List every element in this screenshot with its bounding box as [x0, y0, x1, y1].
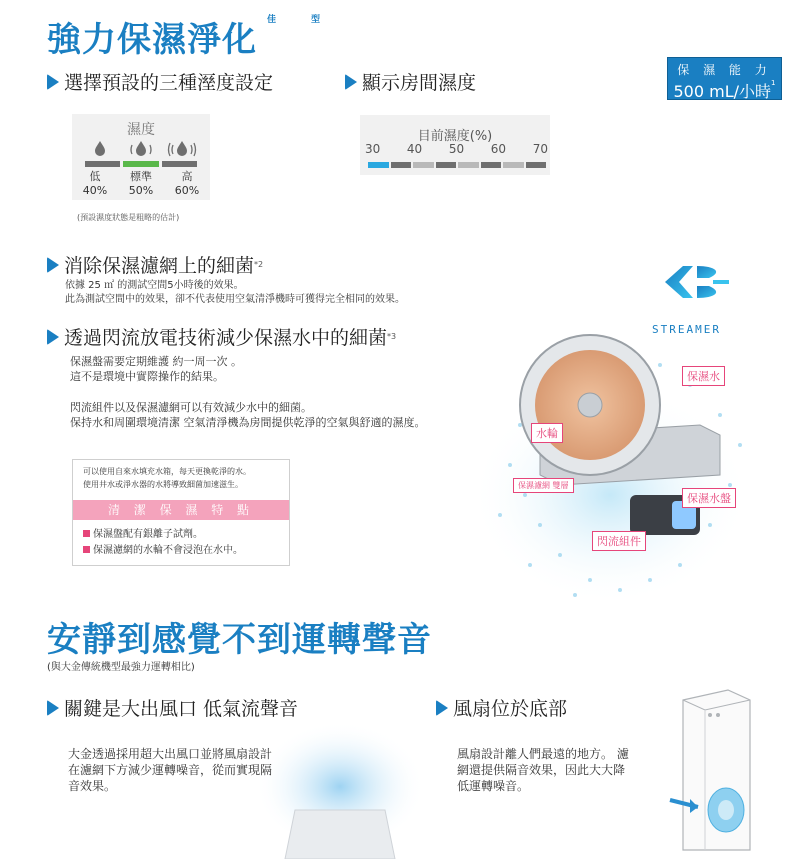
- level-segment-high: [162, 161, 197, 167]
- cleaning-info-box: [72, 459, 290, 566]
- bacteria-filter-heading-text: 消除保濕濾網上的細菌: [64, 255, 255, 277]
- footnote-mark: *2: [254, 260, 264, 269]
- streamer-para-1-line-2: 這不是環境中實際操作的結果。: [70, 370, 224, 383]
- arrow-icon: [47, 257, 59, 273]
- capacity-badge-value: 500 mL/小時: [673, 82, 772, 101]
- quiet-left-heading-text: 關鍵是大出風口 低氣流聲音: [64, 698, 299, 720]
- streamer-logo-icon: [655, 258, 740, 310]
- cleaning-feature-list: [83, 527, 243, 559]
- display-heading: [345, 68, 476, 95]
- bullet-icon: [83, 530, 90, 537]
- gauge-segment: [413, 162, 434, 168]
- cleaning-feature-title: 清 潔 保 濕 特 點: [73, 500, 289, 520]
- humidity-gauge-panel: [360, 115, 550, 175]
- quiet-right-line-2: 網還提供隔音效果，因此大大降: [457, 763, 626, 777]
- streamer-heading-text: 透過閃流放電技術減少保濕水中的細菌: [64, 327, 388, 349]
- quiet-right-text: [457, 746, 629, 794]
- preset-level-bar: [85, 161, 197, 167]
- label-wheel: 水輪: [531, 423, 563, 443]
- bacteria-filter-text: [65, 279, 405, 307]
- quiet-right-line-1: 風扇設計離人們最遠的地方。 濾: [457, 747, 629, 761]
- water-note-line-1: 可以使用自來水填充水箱，每天更換乾淨的水。: [83, 467, 251, 476]
- label-filter: 保濕濾網 雙層: [513, 478, 574, 493]
- streamer-para-1-line-1: 保濕盤需要定期維護 約一周一次 。: [70, 355, 242, 368]
- bacteria-filter-line-1: 依據 25 ㎡ 的測試空間5小時後的效果。: [65, 280, 244, 291]
- quiet-left-line-1: 大金透過採用超大出風口並將風扇設計: [68, 747, 273, 761]
- tick-label: 50: [448, 142, 465, 156]
- bacteria-filter-heading: [47, 251, 263, 278]
- gauge-segment: [458, 162, 479, 168]
- water-note: [73, 460, 289, 491]
- tick-label: 30: [365, 142, 381, 156]
- streamer-heading: [47, 323, 396, 350]
- arrow-icon: [47, 74, 59, 90]
- preset-note: (預設濕度狀態是粗略的估計): [77, 213, 180, 222]
- arrow-icon: [47, 329, 59, 345]
- gauge-segment: [503, 162, 524, 168]
- bacteria-filter-line-2: 此為測試空間中的效果，卻不代表使用空氣清淨機時可獲得完全相同的效果。: [65, 294, 405, 305]
- drop-icon-standard: [131, 141, 151, 156]
- gauge-segment: [526, 162, 547, 168]
- streamer-para-2-line-1: 閃流組件以及保濕濾網可以有效減少水中的細菌。: [70, 401, 312, 414]
- quiet-left-line-2: 在濾網下方減少運轉噪音，從而實現隔: [68, 763, 273, 777]
- capacity-badge-label: 保 濕 能 力: [677, 63, 772, 77]
- tick-label: 40: [406, 142, 423, 156]
- drop-icon-high: [169, 141, 196, 156]
- streamer-para-2: [70, 400, 426, 430]
- level-low: 低 40%: [82, 170, 108, 197]
- arrow-icon: [345, 74, 357, 90]
- gauge-segment: [436, 162, 457, 168]
- quiet-left-text: [68, 746, 272, 794]
- quiet-right-line-3: 低運轉噪音。: [457, 779, 530, 793]
- water-note-line-2: 使用井水或淨水器的水將導致細菌加速滋生。: [83, 480, 243, 489]
- humidity-gauge-ticks: [365, 142, 548, 156]
- preset-panel: [72, 114, 210, 200]
- arrow-icon: [436, 700, 448, 716]
- quiet-right-heading-text: 風扇位於底部: [453, 698, 568, 720]
- list-item: 保濕濾網的水輪不會浸泡在水中。: [83, 543, 243, 559]
- preset-panel-title: 濕度: [127, 122, 155, 138]
- capacity-badge: [667, 57, 782, 100]
- level-segment-standard: [123, 161, 158, 167]
- humidity-drops: [80, 138, 202, 158]
- fan-bottom-illustration: [668, 685, 758, 857]
- title-small-mark-1: 佳: [267, 15, 278, 25]
- tick-label: 70: [532, 142, 548, 156]
- tick-label: 60: [490, 142, 507, 156]
- quiet-right-heading: [436, 694, 567, 721]
- humidity-gauge-title: 目前濕度(%): [417, 129, 493, 144]
- preset-heading: [47, 68, 273, 95]
- preset-heading-text: 選擇預設的三種溼度設定: [64, 72, 274, 94]
- arrow-icon: [47, 700, 59, 716]
- preset-level-labels: [72, 168, 210, 197]
- label-streamer-unit: 閃流組件: [592, 531, 646, 551]
- gauge-segment: [481, 162, 502, 168]
- display-heading-text: 顯示房間濕度: [362, 72, 477, 94]
- title-small-mark-2: 型: [311, 15, 322, 25]
- streamer-para-1: [70, 354, 242, 384]
- label-water: 保濕水: [682, 366, 725, 386]
- level-segment-low: [85, 161, 120, 167]
- section-subtitle-quiet: (與大金傳統機型最強力運轉相比): [47, 662, 195, 673]
- humidity-gauge-bar: [368, 162, 546, 168]
- section-title-humidify: [47, 12, 321, 61]
- streamer-logo-text: STREAMER: [652, 323, 721, 336]
- capacity-badge-sup: 1: [771, 79, 776, 87]
- footnote-mark: *3: [387, 332, 397, 341]
- level-high: 高 60%: [174, 170, 200, 197]
- gauge-segment: [391, 162, 412, 168]
- air-outlet-illustration: [255, 715, 425, 859]
- drop-icon-low: [95, 141, 105, 156]
- humidifier-illustration: [480, 325, 780, 610]
- section-title-text: 強力保濕淨化: [47, 20, 257, 60]
- quiet-left-line-3: 音效果。: [68, 779, 117, 793]
- label-tray: 保濕水盤: [682, 488, 736, 508]
- level-standard: 標準 50%: [128, 170, 154, 197]
- section-title-quiet: 安靜到感覺不到運轉聲音: [47, 620, 432, 660]
- streamer-para-2-line-2: 保持水和周圍環境清潔 空氣清淨機為房間提供乾淨的空氣與舒適的濕度。: [70, 416, 426, 429]
- gauge-segment-active: [368, 162, 389, 168]
- purifier-top: [285, 810, 395, 859]
- bullet-icon: [83, 546, 90, 553]
- list-item: 保濕盤配有銀離子試劑。: [83, 527, 243, 543]
